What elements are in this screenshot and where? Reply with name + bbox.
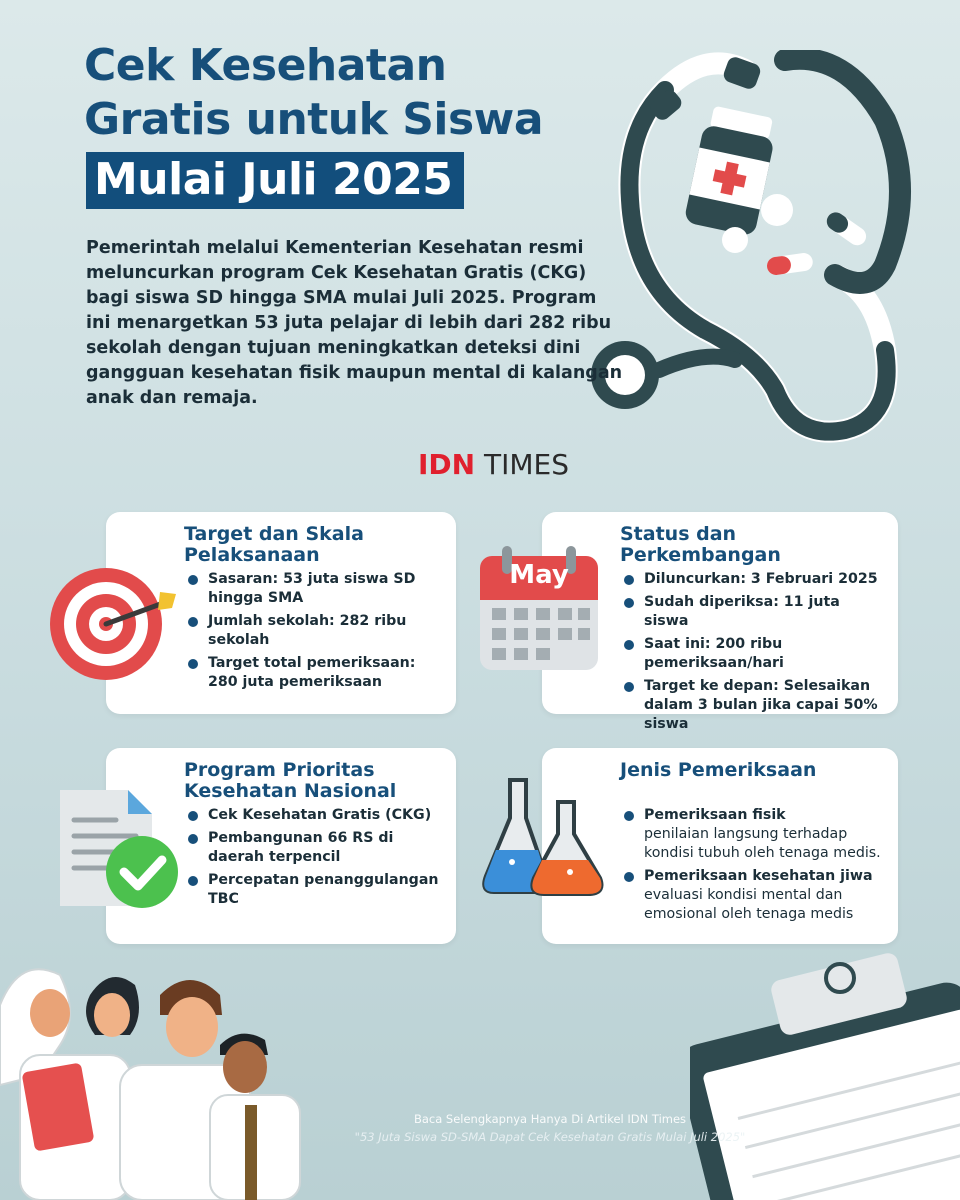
card-status-list (624, 570, 888, 738)
list-item (624, 806, 888, 863)
exam-desc: penilaian langsung terhadap kondisi tubuh oleh tenaga medis. (644, 826, 881, 861)
brand-idn: IDN (418, 448, 476, 481)
list-item (624, 867, 888, 924)
calendar-month-label: May (509, 560, 569, 590)
page-title-line-1: Cek Kesehatan (84, 40, 447, 91)
footer-source (200, 1110, 900, 1146)
list-item: Target total pemeriksaan: 280 juta pemeriksaan (188, 654, 446, 692)
page-title-highlight: Mulai Juli 2025 (86, 152, 464, 209)
exam-desc: evaluasi kondisi mental dan emosional oleh tenaga medis (644, 887, 854, 922)
flask-icon (482, 776, 612, 900)
card-jenis-list (624, 806, 888, 928)
list-item: Target ke depan: Selesaikan dalam 3 bulan jika capai 50% siswa (624, 677, 888, 734)
target-icon (48, 566, 188, 682)
calendar-icon (478, 546, 600, 672)
list-item: Saat ini: 200 ribu pemeriksaan/hari (624, 635, 888, 673)
card-program-title: Program Prioritas Kesehatan Nasional (184, 759, 397, 802)
exam-label: Pemeriksaan fisik (644, 807, 786, 823)
stethoscope-illustration (585, 50, 925, 470)
footer-line-2: "53 Juta Siswa SD-SMA Dapat Cek Kesehatan Gratis Mulai Juli 2025" (354, 1130, 746, 1144)
students-illustration (0, 955, 320, 1200)
card-target-title: Target dan Skala Pelaksanaan (184, 523, 364, 566)
list-item: Sudah diperiksa: 11 juta siswa (624, 593, 888, 631)
card-target-list (188, 570, 446, 696)
card-jenis-title: Jenis Pemeriksaan (620, 759, 817, 781)
clipboard-illustration (690, 920, 960, 1200)
list-item: Pembangunan 66 RS di daerah terpencil (188, 829, 446, 867)
list-item: Jumlah sekolah: 282 ribu sekolah (188, 612, 446, 650)
intro-paragraph: Pemerintah melalui Kementerian Kesehatan resmi meluncurkan program Cek Kesehatan Gratis (CKG) bagi siswa SD hingga SMA mulai Juli 2025. Program ini menargetkan 53 juta pelajar di lebih dari 282 ribu sekolah dengan tujuan meningkatkan deteksi dini gangguan kesehatan fisik maupun mental di kalangan anak dan remaja. (86, 238, 623, 408)
list-item: Percepatan penanggulangan TBC (188, 871, 446, 909)
exam-label: Pemeriksaan kesehatan jiwa (644, 868, 873, 884)
document-check-icon (56, 788, 186, 914)
footer-line-1: Baca Selengkapnya Hanya Di Artikel IDN Times (413, 1112, 687, 1126)
card-status-title: Status dan Perkembangan (620, 523, 781, 566)
list-item: Sasaran: 53 juta siswa SD hingga SMA (188, 570, 446, 608)
list-item: Cek Kesehatan Gratis (CKG) (188, 806, 446, 825)
list-item: Diluncurkan: 3 Februari 2025 (624, 570, 888, 589)
page-title-line-2: Gratis untuk Siswa (84, 94, 544, 145)
brand-logo (418, 448, 569, 481)
card-program-list (188, 806, 446, 913)
brand-times: TIMES (475, 448, 569, 481)
